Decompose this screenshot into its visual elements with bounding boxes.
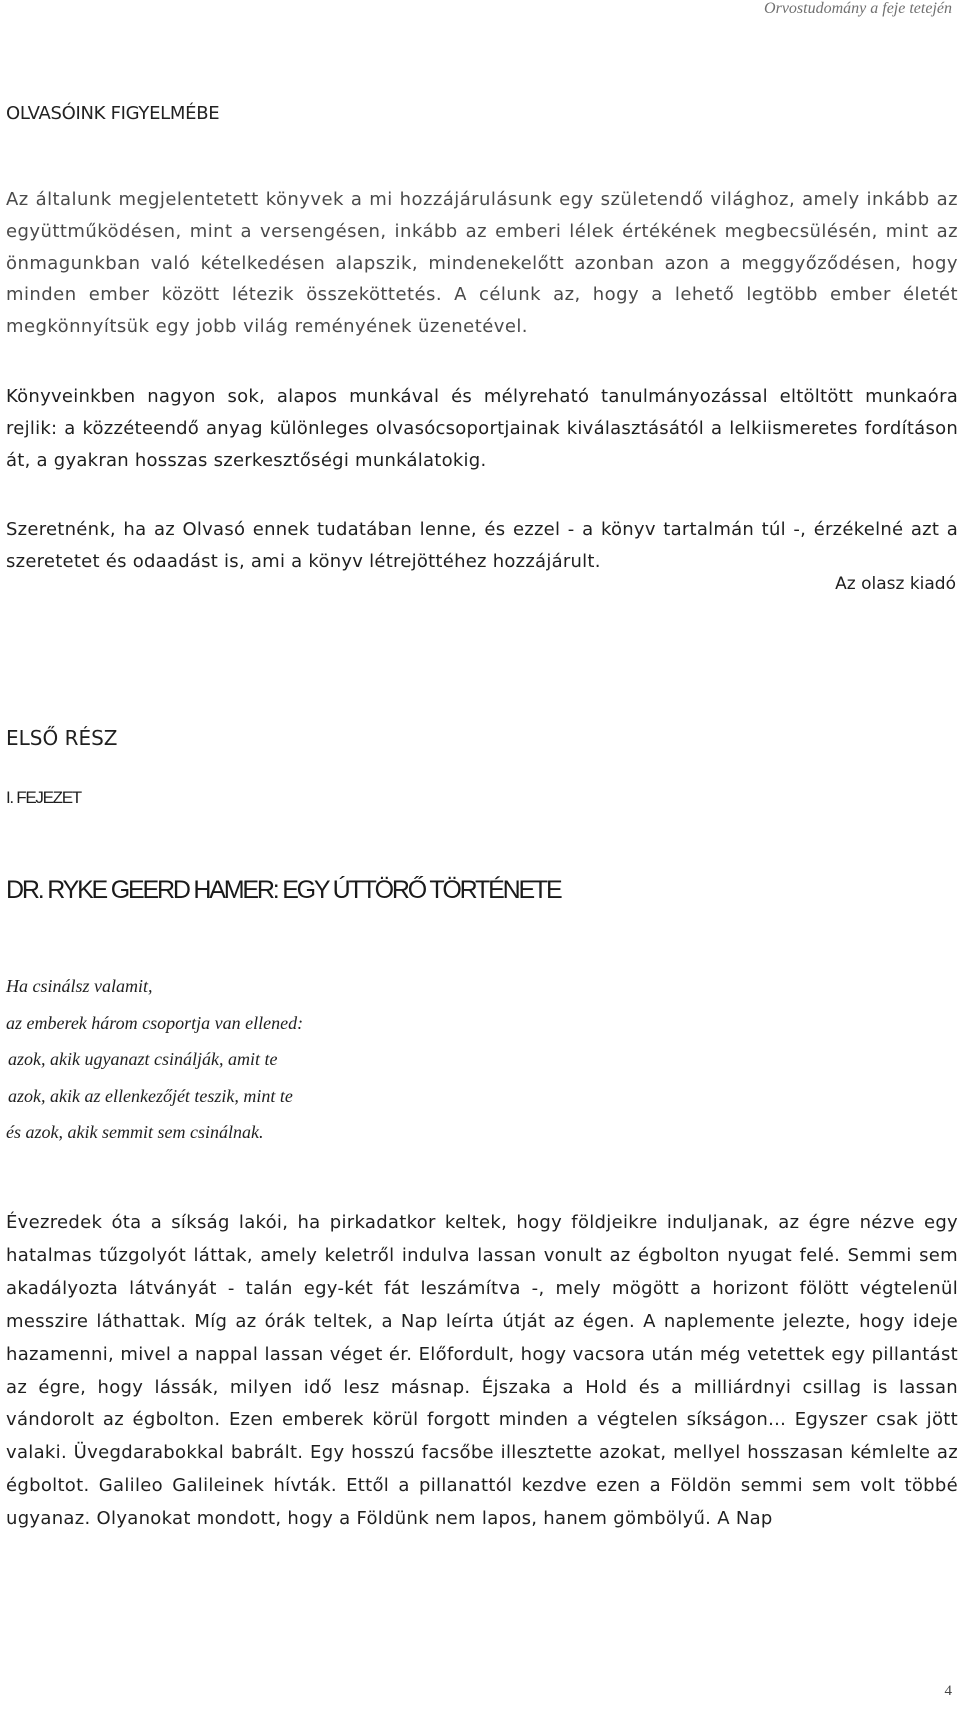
chapter-title: I. FEJEZET xyxy=(6,788,81,807)
running-header: Orvostudomány a feje tetején xyxy=(764,0,952,17)
motto-line: Ha csinálsz valamit, xyxy=(6,976,153,996)
story-title: DR. RYKE GEERD HAMER: EGY ÚTTÖRŐ TÖRTÉNETE xyxy=(6,876,561,904)
notice-books-paragraph: Könyveinkben nagyon sok, alapos munkával és mélyreható tanulmányozással eltöltött munkaóra rejlik: a közzéteendő anyag különleges olvasócsoportjainak kiválasztásától a lelkiismeretes fordításon át, a gyakran hosszas szerkesztőségi munkálatokig. xyxy=(6,386,958,471)
notice-intro-paragraph: Az általunk megjelentetett könyvek a mi hozzájárulásunk egy születendő világhoz, amely inkább az együttműködésen, mint a versengésen, inkább az emberi lélek értékének megbecsülésén, mint az önmagunkban való kételkedésen alapszik, mindenekelőtt azonban azon a meggyőződésen, hogy minden ember között létezik összeköttetés. A célunk az, hogy a lehető legtöbb ember életét megkönnyítsük egy jobb világ reményének üzenetével. xyxy=(6,189,958,338)
motto-line: azok, akik ugyanazt csinálják, amit te xyxy=(8,1049,278,1069)
motto-line: azok, akik az ellenkezőjét teszik, mint te xyxy=(8,1085,293,1106)
part-title: ELSŐ RÉSZ xyxy=(6,726,118,750)
main-paragraph: Évezredek óta a síkság lakói, ha pirkadatkor keltek, hogy földjeikre induljanak, az égre nézve egy hatalmas tűzgolyót láttak, amely keletről indulva lassan vonult az égbolton nyugat felé. Semmi sem akadályozta látványát - talán egy-két fát leszámítva -, mely mögött a horizont fölött végtelenül messzire láthattak. Míg az órák teltek, a Nap leírta útját az égen. A naplemente jelezte, hogy ideje hazamenni, mivel a nappal lassan véget ér. Előfordult, hogy vacsora után még vetettek egy pillantást az égre, hogy lássák, milyen idő lesz másnap. Éjszaka a Hold és a milliárdnyi csillag is lassan vándorolt az égbolton. Ezen emberek körül forgott minden a végtelen síkságon... Egyszer csak jött valaki. Üvegdarabokkal babrált. Egy hosszú facsőbe illesztette azokat, mellyel hosszasan kémlelte az égboltot. Galileo Galileinek hívták. Ettől a pillanattól kezdve ezen a Földön semmi sem volt többé ugyanaz. Olyanokat mondott, hogy a Földünk nem lapos, hanem gömbölyű. A Nap xyxy=(6,1212,958,1530)
notice-wish-paragraph: Szeretnénk, ha az Olvasó ennek tudatában lenne, és ezzel - a könyv tartalmán túl -, érzékelné azt a szeretetet és odaadást is, ami a könyv létrejöttéhez hozzájárult. xyxy=(6,519,958,572)
motto-line: az emberek három csoportja van ellened: xyxy=(6,1012,304,1033)
notice-heading: OLVASÓINK FIGYELMÉBE xyxy=(6,103,220,124)
publisher-signature: Az olasz kiadó xyxy=(835,574,956,594)
page-number: 4 xyxy=(944,1683,952,1699)
motto-line: és azok, akik semmit sem csinálnak. xyxy=(6,1122,264,1142)
motto xyxy=(6,968,303,1151)
